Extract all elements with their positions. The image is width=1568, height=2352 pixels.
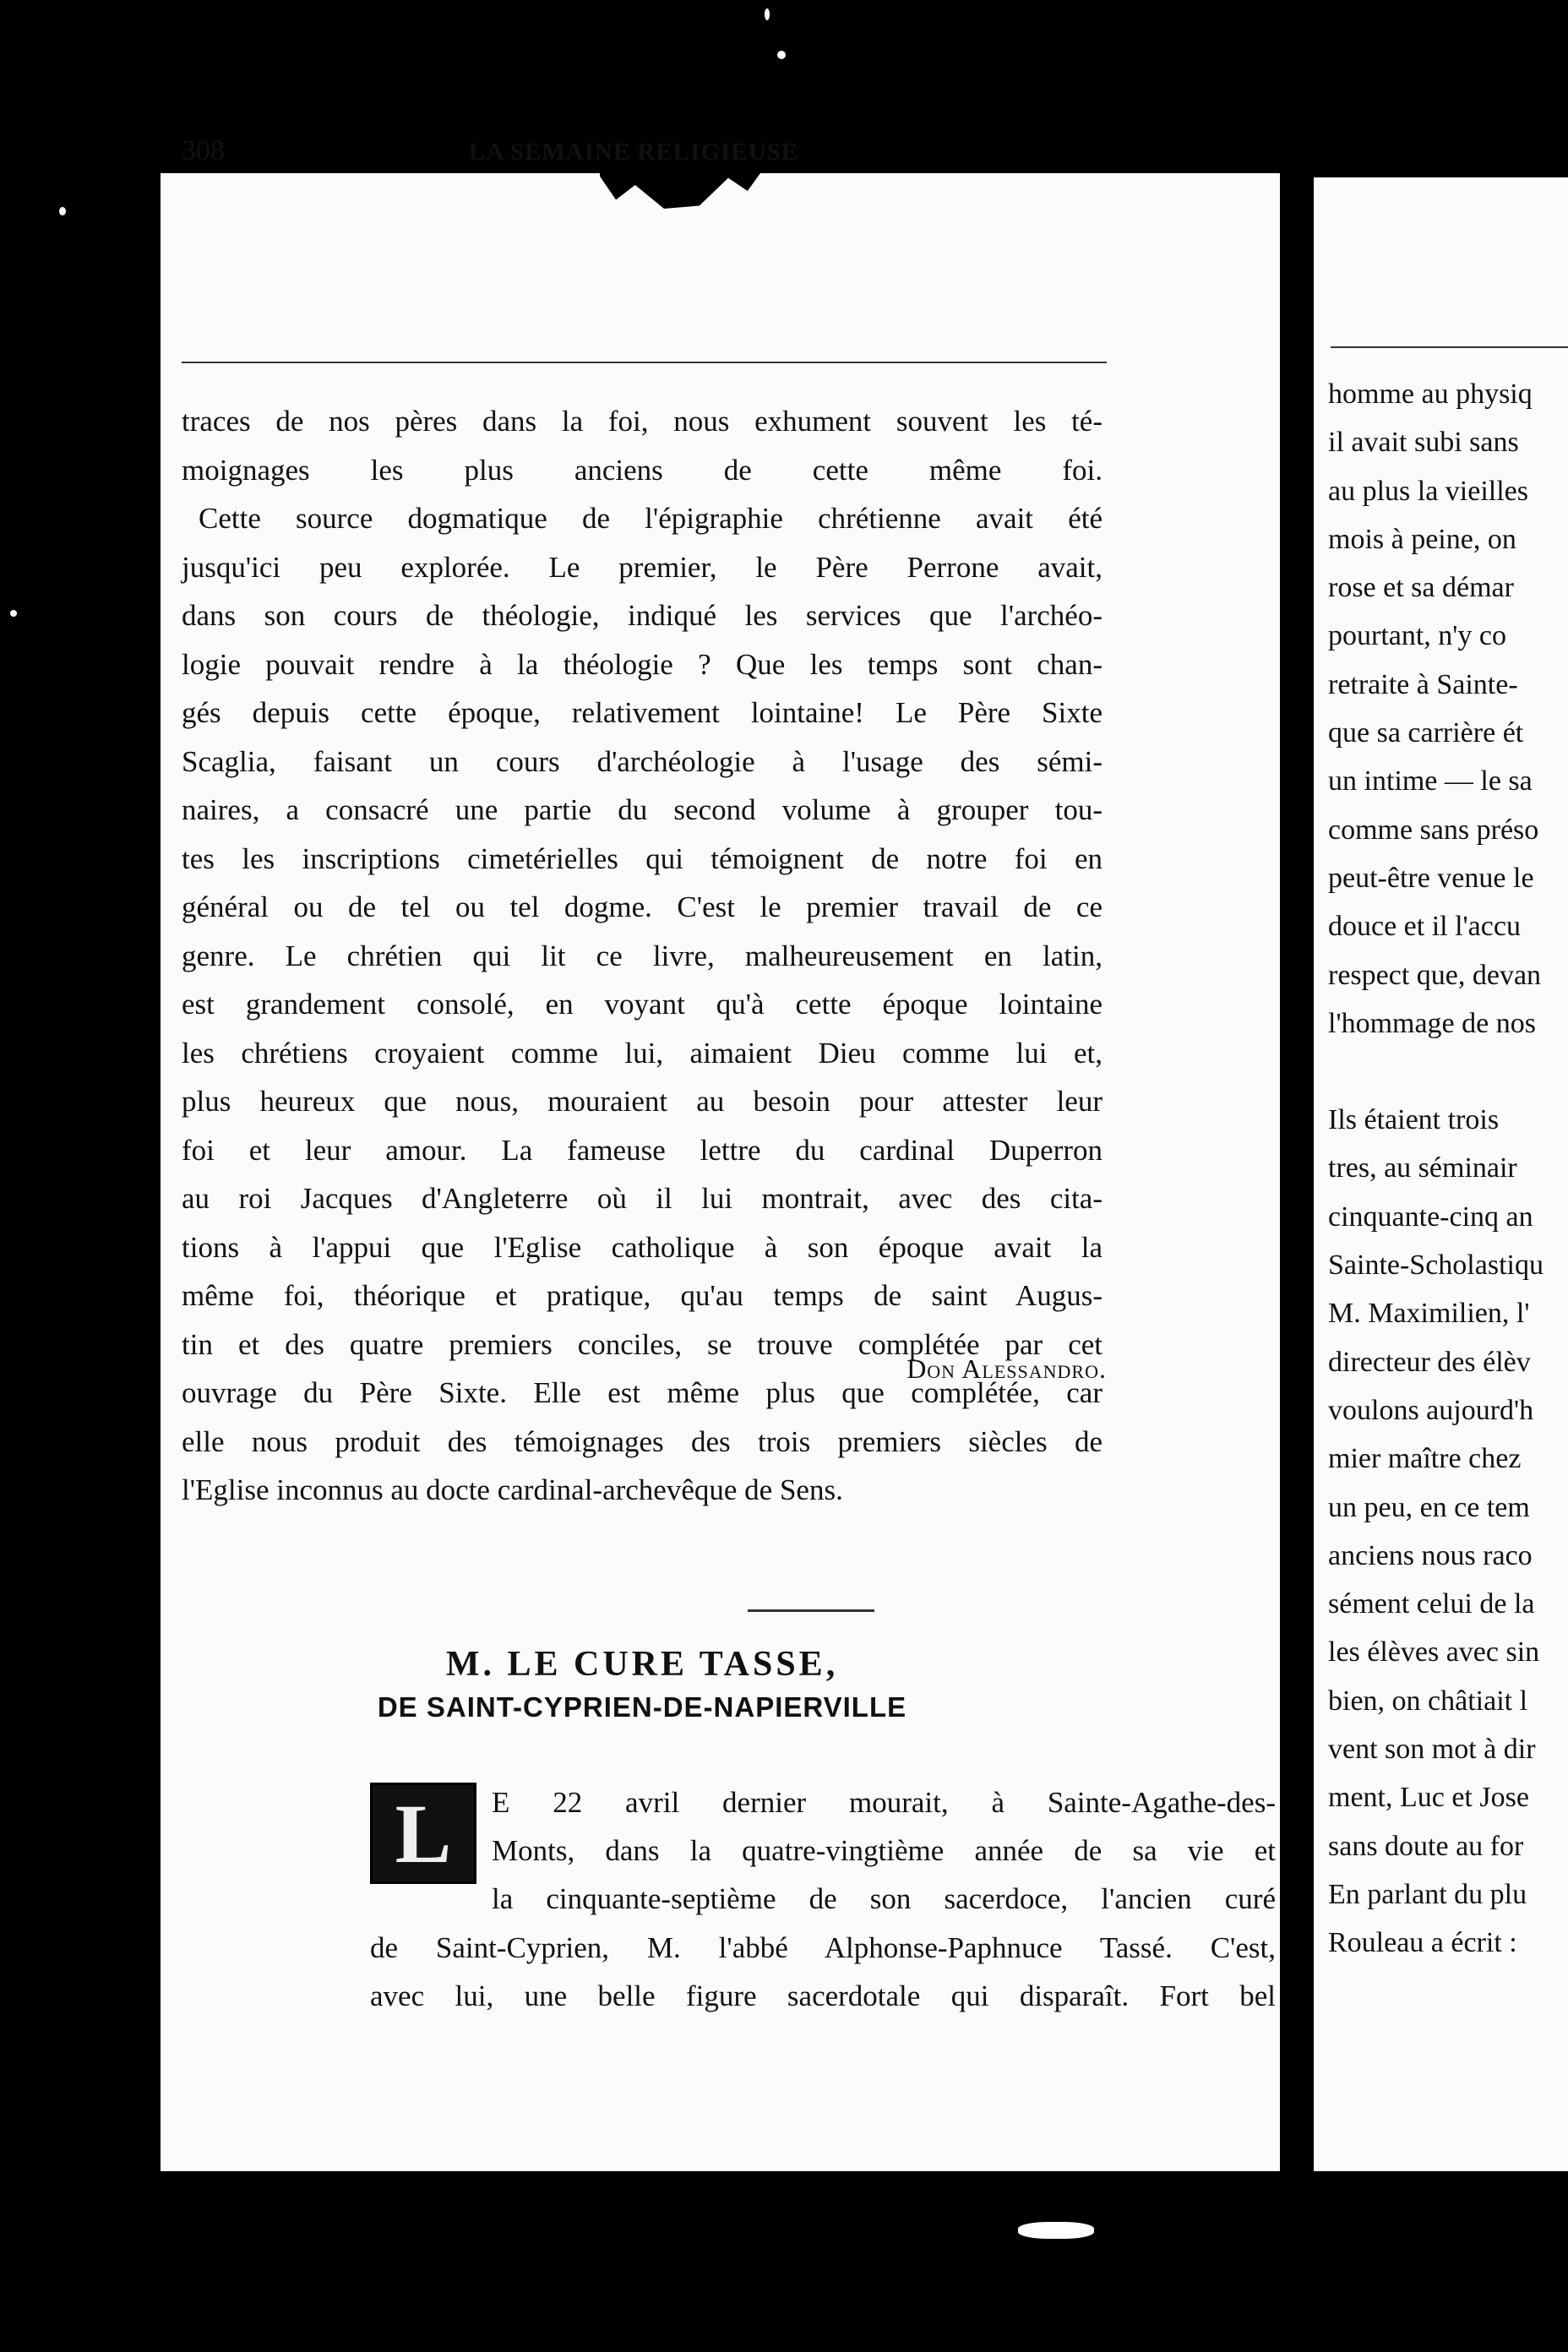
text-line: plus heureux que nous, mouraient au besoin pour attester leur xyxy=(182,1085,1102,1118)
signature: Don Alessandro. xyxy=(906,1353,1107,1384)
right-text-fragment: pourtant, n'y co xyxy=(1328,620,1507,652)
text-line: est grandement consolé, en voyant qu'à cette époque lointaine xyxy=(182,988,1102,1021)
right-page-text xyxy=(1328,370,1568,1968)
right-text-fragment: ment, Luc et Jose xyxy=(1328,1782,1529,1814)
right-text-fragment: directeur des élèv xyxy=(1328,1346,1531,1378)
page-header xyxy=(182,135,1111,169)
right-text-fragment: au plus la vieilles xyxy=(1328,475,1529,507)
text-line: tes les inscriptions cimetérielles qui témoignent de notre foi en xyxy=(182,841,1102,875)
scan-speck xyxy=(765,8,770,20)
main-text xyxy=(182,397,1102,1515)
scan-speck xyxy=(10,610,17,617)
article-lines-beside-dropcap xyxy=(492,1778,1276,1923)
text-line: même foi, théorique et pratique, qu'au temps de saint Augus- xyxy=(182,1279,1102,1312)
right-text-fragment: respect que, devan xyxy=(1328,959,1542,991)
right-text-fragment: rose et sa démar xyxy=(1328,572,1514,604)
text-line: Cette source dogmatique de l'épigraphie chrétienne avait été xyxy=(199,502,1102,535)
page-number: 308 xyxy=(182,135,225,166)
text-line: ouvrage du Père Sixte. Elle est même plus que complétée, car xyxy=(182,1376,1102,1409)
article-line: E 22 avril dernier mourait, à Sainte-Agathe-des- xyxy=(492,1786,1276,1819)
right-text-fragment: Sainte-Scholastiqu xyxy=(1328,1250,1544,1282)
article-line: avec lui, une belle figure sacerdotale qui disparaît. Fort bel xyxy=(370,1979,1276,2012)
section-divider xyxy=(748,1609,874,1612)
right-text-fragment: mois à peine, on xyxy=(1328,523,1516,555)
text-line: tions à l'appui que l'Eglise catholique à son époque avait la xyxy=(182,1230,1102,1264)
article-title: M. LE CURE TASSE, xyxy=(445,1645,839,1684)
right-text-fragment: il avait subi sans xyxy=(1328,427,1519,459)
right-text-fragment: douce et il l'accu xyxy=(1328,911,1521,943)
text-line: dans son cours de théologie, indiqué les services que l'archéo- xyxy=(182,599,1102,632)
header-rule xyxy=(182,362,1107,363)
right-text-fragment: M. Maximilien, l' xyxy=(1328,1298,1530,1330)
right-text-fragment: que sa carrière ét xyxy=(1328,717,1524,749)
right-text-fragment: peut-être venue le xyxy=(1328,862,1534,894)
right-text-fragment xyxy=(1328,1048,1568,1096)
right-text-fragment: mier maître chez xyxy=(1328,1443,1522,1475)
right-text-fragment: les élèves avec sin xyxy=(1328,1636,1540,1669)
article-subtitle: DE SAINT-CYPRIEN-DE-NAPIERVILLE xyxy=(377,1691,907,1723)
right-text-fragment: voulons aujourd'h xyxy=(1328,1394,1534,1426)
right-text-fragment: un intime — le sa xyxy=(1328,765,1533,798)
dropcap-ornament xyxy=(370,1783,476,1884)
text-line: les chrétiens croyaient comme lui, aimaient Dieu comme lui et, xyxy=(182,1036,1102,1070)
article-line: la cinquante-septième de son sacerdoce, l'ancien curé xyxy=(492,1882,1276,1915)
scan-speck xyxy=(777,51,786,59)
scan-speck xyxy=(1018,2222,1094,2239)
text-line: gés depuis cette époque, relativement lointaine! Le Père Sixte xyxy=(182,696,1102,729)
right-text-fragment: sans doute au for xyxy=(1328,1830,1524,1862)
text-line: naires, a consacré une partie du second volume à grouper tou- xyxy=(182,793,1102,826)
text-line: général ou de tel ou tel dogme. C'est le premier travail de ce xyxy=(182,890,1102,923)
right-text-fragment: retraite à Sainte- xyxy=(1328,668,1518,700)
text-line: elle nous produit des témoignages des trois premiers siècles de xyxy=(182,1424,1102,1458)
right-text-fragment: l'hommage de nos xyxy=(1328,1007,1536,1039)
right-header-rule xyxy=(1331,346,1568,348)
text-line: Scaglia, faisant un cours d'archéologie à l'usage des sémi- xyxy=(182,744,1102,778)
text-line: jusqu'ici peu explorée. Le premier, le Père Perrone avait, xyxy=(182,550,1102,584)
article-line: Monts, dans la quatre-vingtième année de sa vie et xyxy=(492,1834,1276,1867)
right-text-fragment: sément celui de la xyxy=(1328,1588,1535,1620)
article-line: de Saint-Cyprien, M. l'abbé Alphonse-Paphnuce Tassé. C'est, xyxy=(370,1931,1276,1964)
right-text-fragment: comme sans préso xyxy=(1328,814,1539,846)
text-line: traces de nos pères dans la foi, nous exhument souvent les té- xyxy=(182,405,1102,438)
right-text-fragment: bien, on châtiait l xyxy=(1328,1685,1528,1717)
right-text-fragment: tres, au séminair xyxy=(1328,1152,1517,1184)
right-text-fragment: anciens nous raco xyxy=(1328,1539,1533,1571)
text-line: moignages les plus anciens de cette même foi. xyxy=(182,453,1102,487)
text-line: logie pouvait rendre à la théologie ? Que les temps sont chan- xyxy=(182,647,1102,681)
article-lines-full xyxy=(370,1924,1276,2020)
right-text-fragment: vent son mot à dir xyxy=(1328,1734,1536,1766)
running-title: LA SEMAINE RELIGIEUSE xyxy=(469,139,799,166)
scan-speck xyxy=(59,207,66,215)
right-text-fragment: un peu, en ce tem xyxy=(1328,1491,1530,1523)
right-text-fragment: homme au physiq xyxy=(1328,378,1533,410)
right-text-fragment: Rouleau a écrit : xyxy=(1328,1927,1517,1959)
text-line: au roi Jacques d'Angleterre où il lui montrait, avec des cita- xyxy=(182,1182,1102,1215)
page-tear xyxy=(600,173,760,232)
text-line: genre. Le chrétien qui lit ce livre, malheureusement en latin, xyxy=(182,939,1102,972)
right-text-fragment: cinquante-cinq an xyxy=(1328,1200,1533,1233)
right-text-fragment: Ils étaient trois xyxy=(1328,1104,1500,1136)
right-text-fragment: En parlant du plu xyxy=(1328,1878,1527,1910)
text-line: tin et des quatre premiers conciles, se trouve complétée par cet xyxy=(182,1327,1102,1361)
text-line: foi et leur amour. La fameuse lettre du cardinal Duperron xyxy=(182,1133,1102,1167)
text-line: l'Eglise inconnus au docte cardinal-archevêque de Sens. xyxy=(182,1473,843,1506)
dropcap-letter: L xyxy=(395,1786,452,1881)
